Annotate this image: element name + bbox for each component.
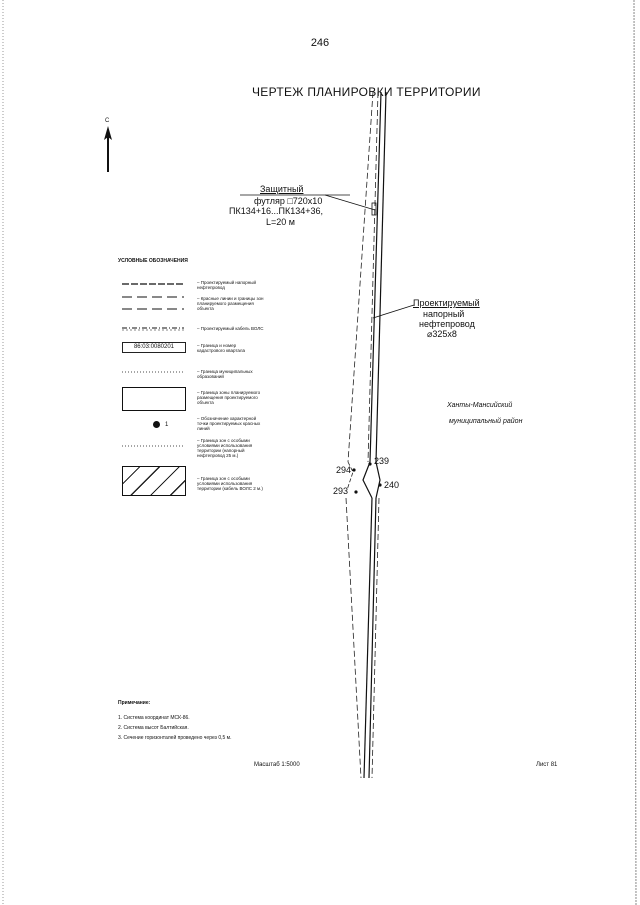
legend-title: УСЛОВНЫЕ ОБОЗНАЧЕНИЯ (118, 258, 188, 264)
legend-item: – Граница зоны планируемого размещения проектируемого объекта (197, 390, 261, 405)
pipeline-line2: нефтепровод (419, 319, 475, 329)
hatched-zone-sample (122, 466, 186, 496)
legend-item: – Граница зон с особыми условиями использования территории (напорный нефтепровод 25 м.) (197, 438, 253, 458)
point-label: 239 (374, 456, 390, 466)
north-arrow-icon (103, 118, 113, 174)
legend-item: – Граница зон с особыми условиями использования территории (кабель ВОЛС 2 м.) (197, 476, 263, 491)
cadastral-sample: 86:03:0080201 (122, 342, 186, 353)
scale-label: Масштаб 1:5000 (254, 762, 300, 768)
casing-length: L=20 м (266, 217, 295, 227)
legend-item: – Проектируемый напорный нефтепровод (197, 280, 256, 290)
legend-item: – Граница муниципальных образований (197, 369, 253, 379)
point-label: 294 (336, 465, 352, 475)
point-label: 240 (384, 480, 400, 490)
point-sample-number: 1 (165, 422, 169, 428)
note-item: 3. Сечение горизонталей проведено через 0,5 м. (118, 735, 232, 741)
legend-item: – Проектируемый кабель ВОЛС (197, 326, 264, 331)
point-marker-icon (153, 421, 160, 428)
pipeline-title: Проектируемый (413, 298, 480, 308)
legend-item: – Граница и номер кадастрового квартала (197, 343, 246, 353)
casing-spec: футляр □720х10 (254, 196, 323, 206)
notes-title: Примечание: (118, 700, 151, 706)
district-name: Ханты-Мансийский (447, 402, 513, 409)
pipeline-line1: напорный (423, 309, 465, 319)
district-type: муниципальный район (449, 418, 523, 425)
north-label: С (105, 118, 110, 124)
note-item: 2. Система высот Балтийская. (118, 725, 189, 731)
legend-item: – Красные линии и границы зон планируемого размещения объекта (197, 296, 264, 311)
point-label: 293 (333, 486, 349, 496)
zone-sample (122, 387, 186, 411)
pipeline-diameter: ⌀325х8 (427, 329, 457, 339)
drawing-title: ЧЕРТЕЖ ПЛАНИРОВКИ ТЕРРИТОРИИ (252, 85, 481, 99)
legend-item: – Обозначение характерной точки проектируемых красных линий (197, 416, 261, 431)
casing-title: Защитный (260, 184, 304, 194)
sheet-label: Лист 81 (536, 762, 558, 768)
note-item: 1. Система координат МСК-86. (118, 715, 190, 721)
page-number: 246 (310, 37, 330, 49)
casing-range: ПК134+16...ПК134+36, (229, 206, 323, 216)
